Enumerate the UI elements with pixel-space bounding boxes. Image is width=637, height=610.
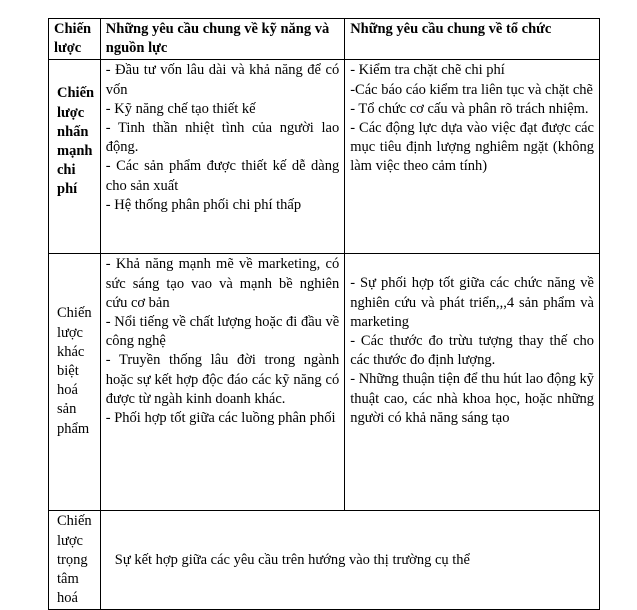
list-item: - Kỹ năng chế tạo thiết kế <box>105 100 256 117</box>
list-item: - Các thước đo trừu tượng thay thế cho các thước đo định lượng. <box>350 333 594 369</box>
list-item: - Đầu tư vốn lâu dài và khả năng để có vốn <box>105 62 340 98</box>
strategy-cost-leadership: Chiến lược nhấn mạnh chi phí <box>49 60 101 254</box>
organization-cell-differentiation <box>345 254 600 511</box>
list-item: - Sự phối hợp tốt giữa các chức năng về nghiên cứu và phát triển,,,4 sản phẩm và marketing <box>350 275 594 330</box>
list-item: - Các sản phẩm được thiết kế dễ dàng cho sản xuất <box>105 158 340 194</box>
table-row-cost-leadership <box>49 60 600 254</box>
list-item: - Truyền thống lâu đời trong ngành hoặc sự kết hợp độc đáo các kỹ năng có được từ ngàh kinh doanh khác. <box>105 352 340 407</box>
skills-cell-differentiation <box>100 254 344 511</box>
list-item: - Hệ thống phân phối chi phí thấp <box>105 196 302 213</box>
skills-cell-cost <box>100 60 344 254</box>
strategy-requirements-table <box>48 18 600 610</box>
table-row-focus <box>49 511 600 610</box>
list-item: - Kiểm tra chặt chẽ chi phí <box>350 62 505 79</box>
table-header-row <box>49 19 600 60</box>
list-item: - Nổi tiếng về chất lượng hoặc đi đầu về công nghệ <box>105 314 340 350</box>
list-item: - Khả năng mạnh mẽ về marketing, có sức sáng tạo vao và mạnh bề nghiên cứu cơ bản <box>105 256 340 311</box>
header-strategy: Chiến lược <box>49 19 101 60</box>
table-row-differentiation <box>49 254 600 511</box>
strategy-differentiation: Chiến lược khác biệt hoá sản phẩm <box>49 254 101 511</box>
list-item: - Tinh thần nhiệt tình của người lao động. <box>105 120 340 156</box>
list-item: - Những thuận tiện để thu hút lao động kỹ thuật cao, các nhà khoa học, hoặc những người có khả năng sáng tạo <box>350 371 594 426</box>
list-item: - Phối hợp tốt giữa các luồng phân phối <box>105 410 336 427</box>
focus-combined-requirements: Sự kết hợp giữa các yêu cầu trên hướng vào thị trường cụ thể <box>100 511 599 610</box>
organization-cell-cost <box>345 60 600 254</box>
header-skills-resources: Những yêu cầu chung về kỹ năng và nguồn lực <box>100 19 344 60</box>
header-organization: Những yêu cầu chung về tổ chức <box>345 19 600 60</box>
strategy-focus: Chiến lược trọng tâm hoá <box>49 511 101 610</box>
list-item: -Các báo cáo kiểm tra liên tục và chặt chẽ <box>350 81 593 98</box>
strategy-table-wrapper <box>48 18 600 607</box>
list-item: - Các động lực dựa vào việc đạt được các mục tiêu định lượng nghiêm ngặt (không làm việc theo cảm tính) <box>350 120 594 175</box>
list-item: - Tổ chức cơ cấu và phân rõ trách nhiệm. <box>350 100 589 117</box>
